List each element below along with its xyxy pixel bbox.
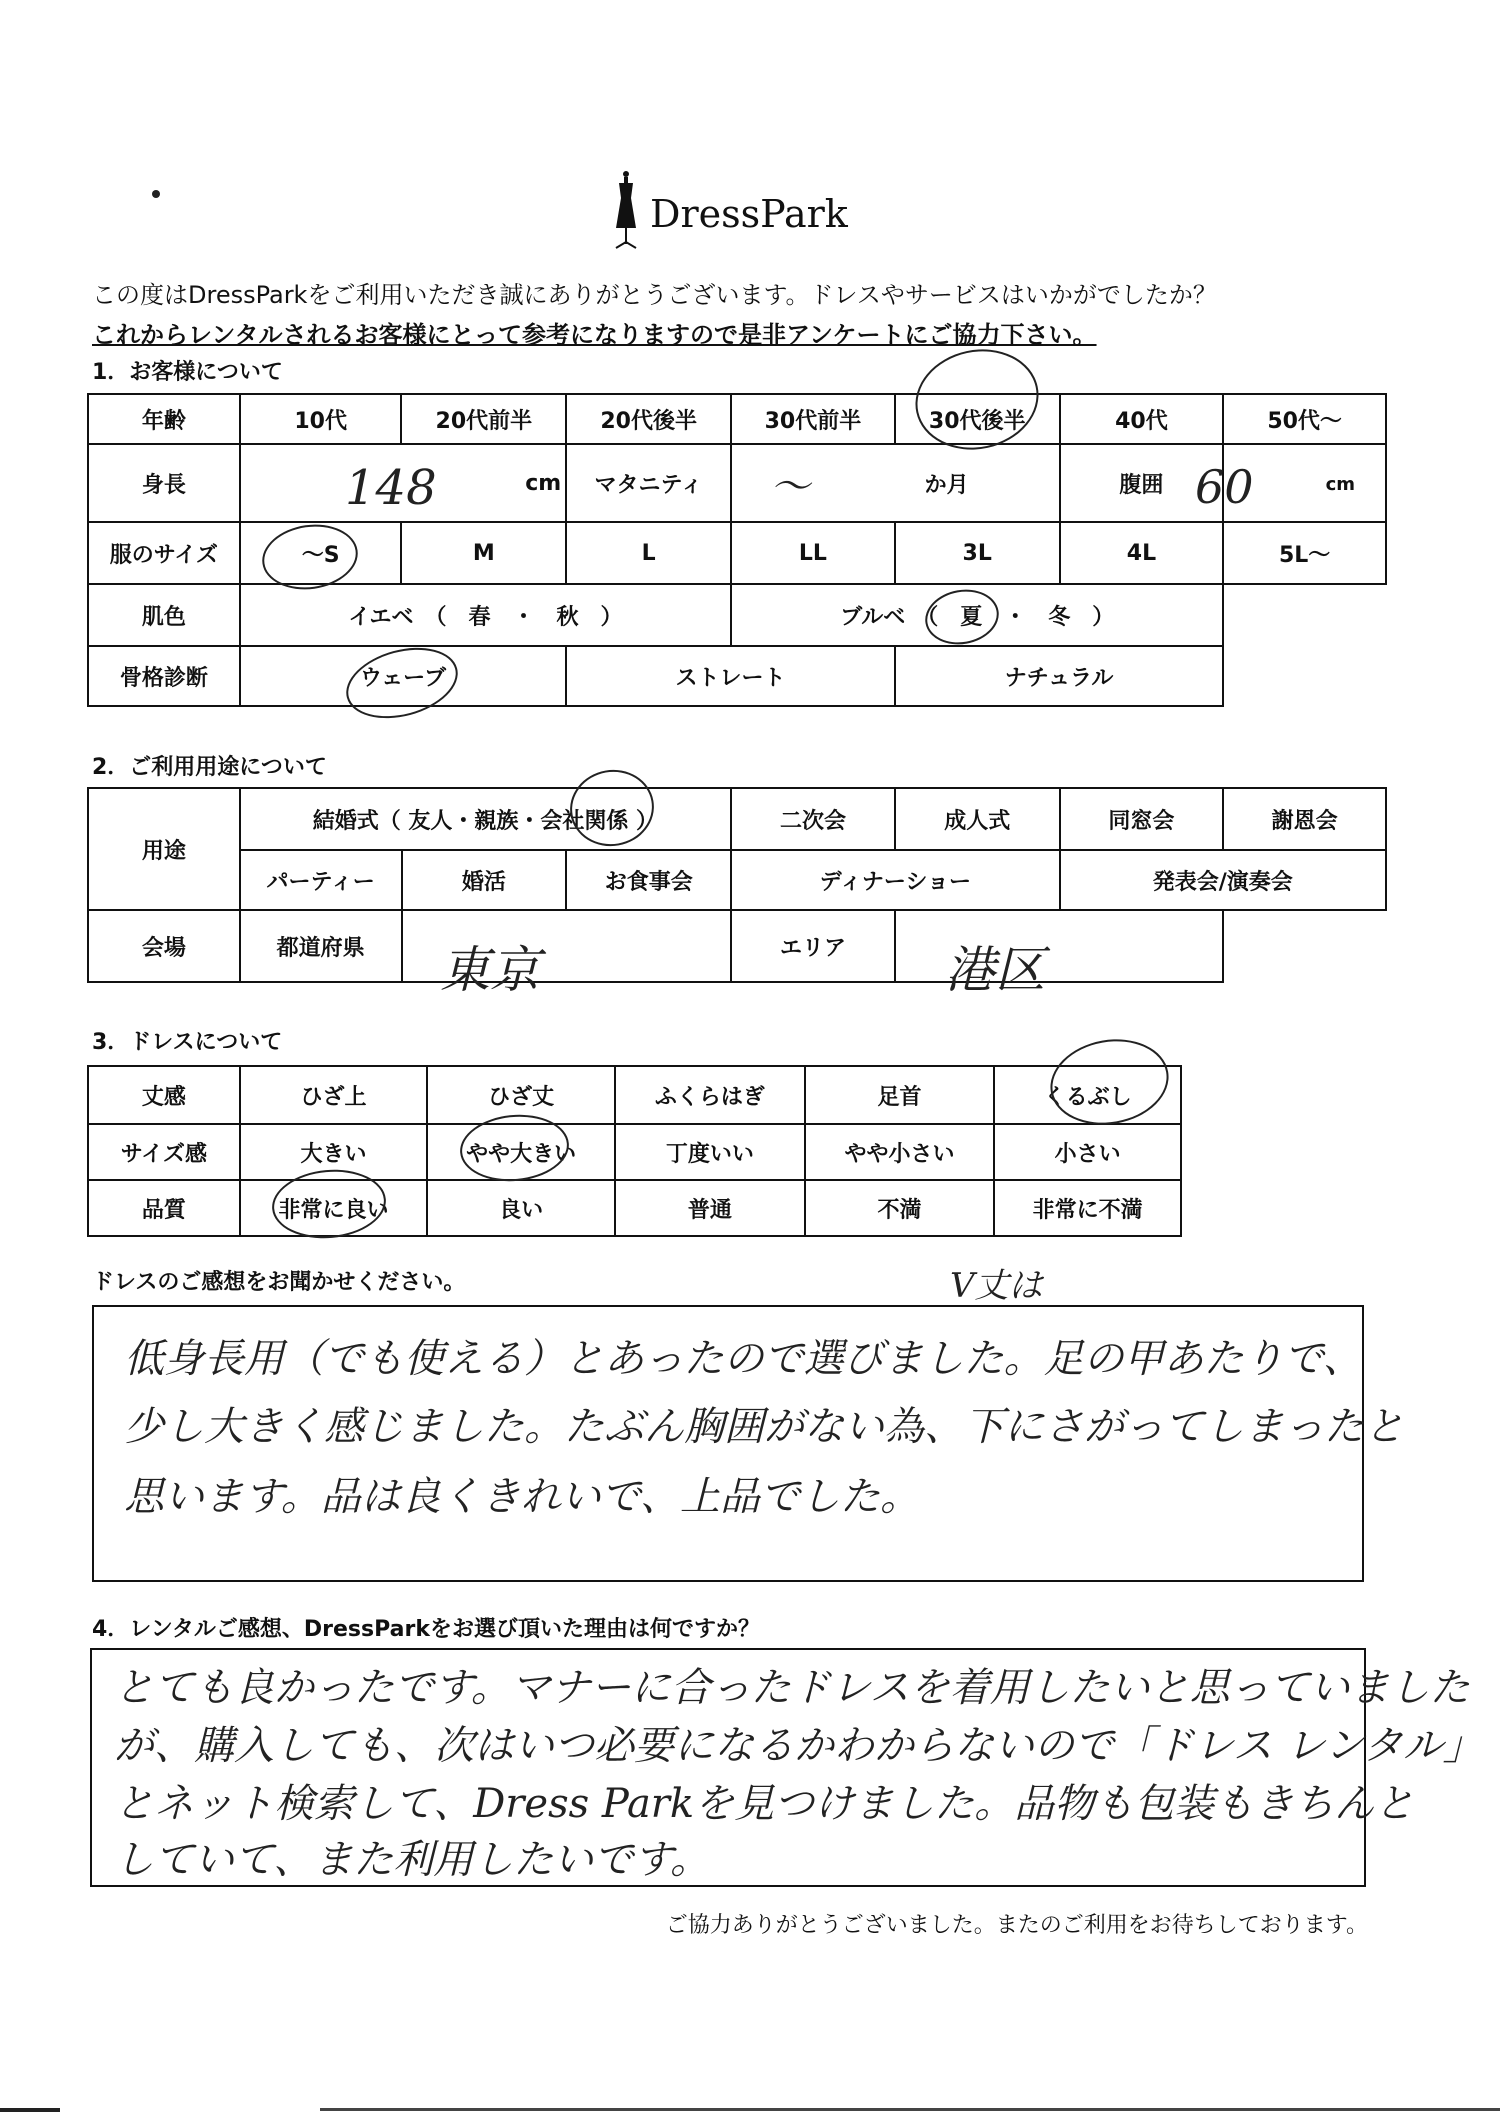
- venue-label: 会場: [88, 910, 240, 982]
- bone-option[interactable]: ナチュラル: [895, 646, 1223, 706]
- reason-line: していて、また利用したいです。: [114, 1837, 710, 1883]
- use-option[interactable]: 発表会/演奏会: [1060, 850, 1386, 910]
- age-option[interactable]: 50代～: [1223, 394, 1386, 444]
- belly-handwritten: 60: [1195, 460, 1254, 514]
- dress-table: [87, 1065, 1182, 1237]
- length-label: 丈感: [88, 1066, 240, 1124]
- use-option[interactable]: 成人式: [895, 788, 1060, 850]
- brand-name: DressPark: [650, 192, 848, 236]
- reason-line: とネット検索して、Dress Parkを見つけました。品物も包装もきちんと: [114, 1781, 1415, 1827]
- quality-option-selected[interactable]: 非常に良い: [240, 1180, 428, 1236]
- quality-option[interactable]: 良い: [427, 1180, 615, 1236]
- reason-box[interactable]: [90, 1648, 1483, 1887]
- fit-option[interactable]: やや小さい: [805, 1124, 995, 1180]
- impression-title: ドレスのご感想をお聞かせください。: [92, 1270, 466, 1295]
- section3-title: 3．ドレスについて: [92, 1030, 283, 1055]
- impression-line: 少し大きく感じました。たぶん胸囲がない為、下にさがってしまったと: [124, 1404, 1404, 1450]
- age-label: 年齢: [88, 394, 240, 444]
- fit-option[interactable]: 大きい: [240, 1124, 428, 1180]
- size-option-selected[interactable]: ～S: [240, 522, 402, 584]
- month-unit: か月: [924, 472, 969, 498]
- size-option[interactable]: L: [566, 522, 731, 584]
- area-label: エリア: [731, 910, 895, 982]
- maternity-handwritten: 〜: [770, 464, 810, 510]
- impression-box[interactable]: [92, 1305, 1404, 1582]
- size-option[interactable]: LL: [731, 522, 895, 584]
- age-option[interactable]: 20代後半: [566, 394, 731, 444]
- age-option[interactable]: 30代前半: [731, 394, 895, 444]
- age-option[interactable]: 40代: [1060, 394, 1224, 444]
- fit-option[interactable]: 丁度いい: [615, 1124, 805, 1180]
- pref-handwritten: 東京: [440, 941, 540, 999]
- use-wedding-option[interactable]: 結婚式（ 友人・親族・会社関係 ）: [240, 788, 732, 850]
- bone-option[interactable]: ストレート: [566, 646, 895, 706]
- usage-table: [87, 787, 1387, 983]
- scan-speck: [152, 190, 160, 198]
- use-option[interactable]: 二次会: [731, 788, 895, 850]
- maternity-label: マタニティ: [566, 444, 731, 522]
- use-option[interactable]: お食事会: [566, 850, 731, 910]
- length-option[interactable]: ふくらはぎ: [615, 1066, 805, 1124]
- height-handwritten: 148: [345, 460, 437, 516]
- thanks-footer: ご協力ありがとうございました。またのご利用をお待ちしております。: [665, 1913, 1368, 1938]
- length-option-selected[interactable]: くるぶし: [994, 1066, 1181, 1124]
- insert-note: V丈は: [950, 1266, 1043, 1306]
- size-label: 服のサイズ: [88, 522, 240, 584]
- belly-label: 腹囲: [1060, 444, 1224, 522]
- skin-label: 肌色: [88, 584, 240, 646]
- area-handwritten: 港区: [945, 941, 1045, 999]
- length-option[interactable]: ひざ上: [240, 1066, 428, 1124]
- skin-blue-option[interactable]: ブルベ （ 夏 ・ 冬 ）: [731, 584, 1223, 646]
- intro-request: これからレンタルされるお客様にとって参考になりますので是非アンケートにご協力下さい。: [92, 321, 1097, 349]
- section1-title: 1．お客様について: [92, 360, 283, 385]
- use-option[interactable]: 謝恩会: [1223, 788, 1386, 850]
- quality-option[interactable]: 不満: [805, 1180, 995, 1236]
- impression-line: 思います。品は良くきれいで、上品でした。: [124, 1474, 920, 1520]
- belly-unit: cm: [1325, 473, 1355, 495]
- skin-yellow-option[interactable]: イエベ （ 春 ・ 秋 ）: [240, 584, 731, 646]
- use-option[interactable]: ディナーショー: [731, 850, 1059, 910]
- reason-line: とても良かったです。マナーに合ったドレスを着用したいと思っていました: [114, 1665, 1470, 1711]
- quality-label: 品質: [88, 1180, 240, 1236]
- length-option[interactable]: 足首: [805, 1066, 995, 1124]
- scan-edge-line: [320, 2108, 1500, 2111]
- size-option[interactable]: M: [401, 522, 566, 584]
- age-option[interactable]: 10代: [240, 394, 402, 444]
- use-option[interactable]: 同窓会: [1060, 788, 1224, 850]
- height-unit: cm: [525, 470, 562, 496]
- bone-label: 骨格診断: [88, 646, 240, 706]
- scan-edge-mark: [0, 2108, 60, 2112]
- reason-line: が、購入しても、次はいつ必要になるかわからないので「ドレス レンタル」: [114, 1723, 1483, 1769]
- use-option[interactable]: パーティー: [240, 850, 402, 910]
- size-option[interactable]: 5L～: [1223, 522, 1386, 584]
- quality-option[interactable]: 非常に不満: [994, 1180, 1181, 1236]
- length-option[interactable]: ひざ丈: [427, 1066, 615, 1124]
- impression-line: 低身長用（でも使える）とあったので選びました。足の甲あたりで、: [124, 1336, 1363, 1382]
- bone-option-selected[interactable]: ウェーブ: [240, 646, 566, 706]
- dress-mannequin-icon: [610, 170, 642, 252]
- intro-text: この度はDressParkをご利用いただき誠にありがとうございます。ドレスやサービスはいかがでしたか？: [92, 281, 1217, 309]
- size-option[interactable]: 4L: [1060, 522, 1224, 584]
- height-label: 身長: [88, 444, 240, 522]
- section2-title: 2．ご利用用途について: [92, 755, 327, 780]
- brand-logo: [610, 170, 930, 260]
- pref-label: 都道府県: [240, 910, 402, 982]
- age-option[interactable]: 20代前半: [401, 394, 566, 444]
- fit-label: サイズ感: [88, 1124, 240, 1180]
- use-label: 用途: [88, 788, 240, 910]
- fit-option-selected[interactable]: やや大きい: [427, 1124, 615, 1180]
- age-option-selected[interactable]: 30代後半: [895, 394, 1060, 444]
- size-option[interactable]: 3L: [895, 522, 1060, 584]
- quality-option[interactable]: 普通: [615, 1180, 805, 1236]
- section4-title: 4．レンタルご感想、DressParkをお選び頂いた理由は何ですか？: [92, 1617, 760, 1642]
- use-option[interactable]: 婚活: [402, 850, 567, 910]
- fit-option[interactable]: 小さい: [994, 1124, 1181, 1180]
